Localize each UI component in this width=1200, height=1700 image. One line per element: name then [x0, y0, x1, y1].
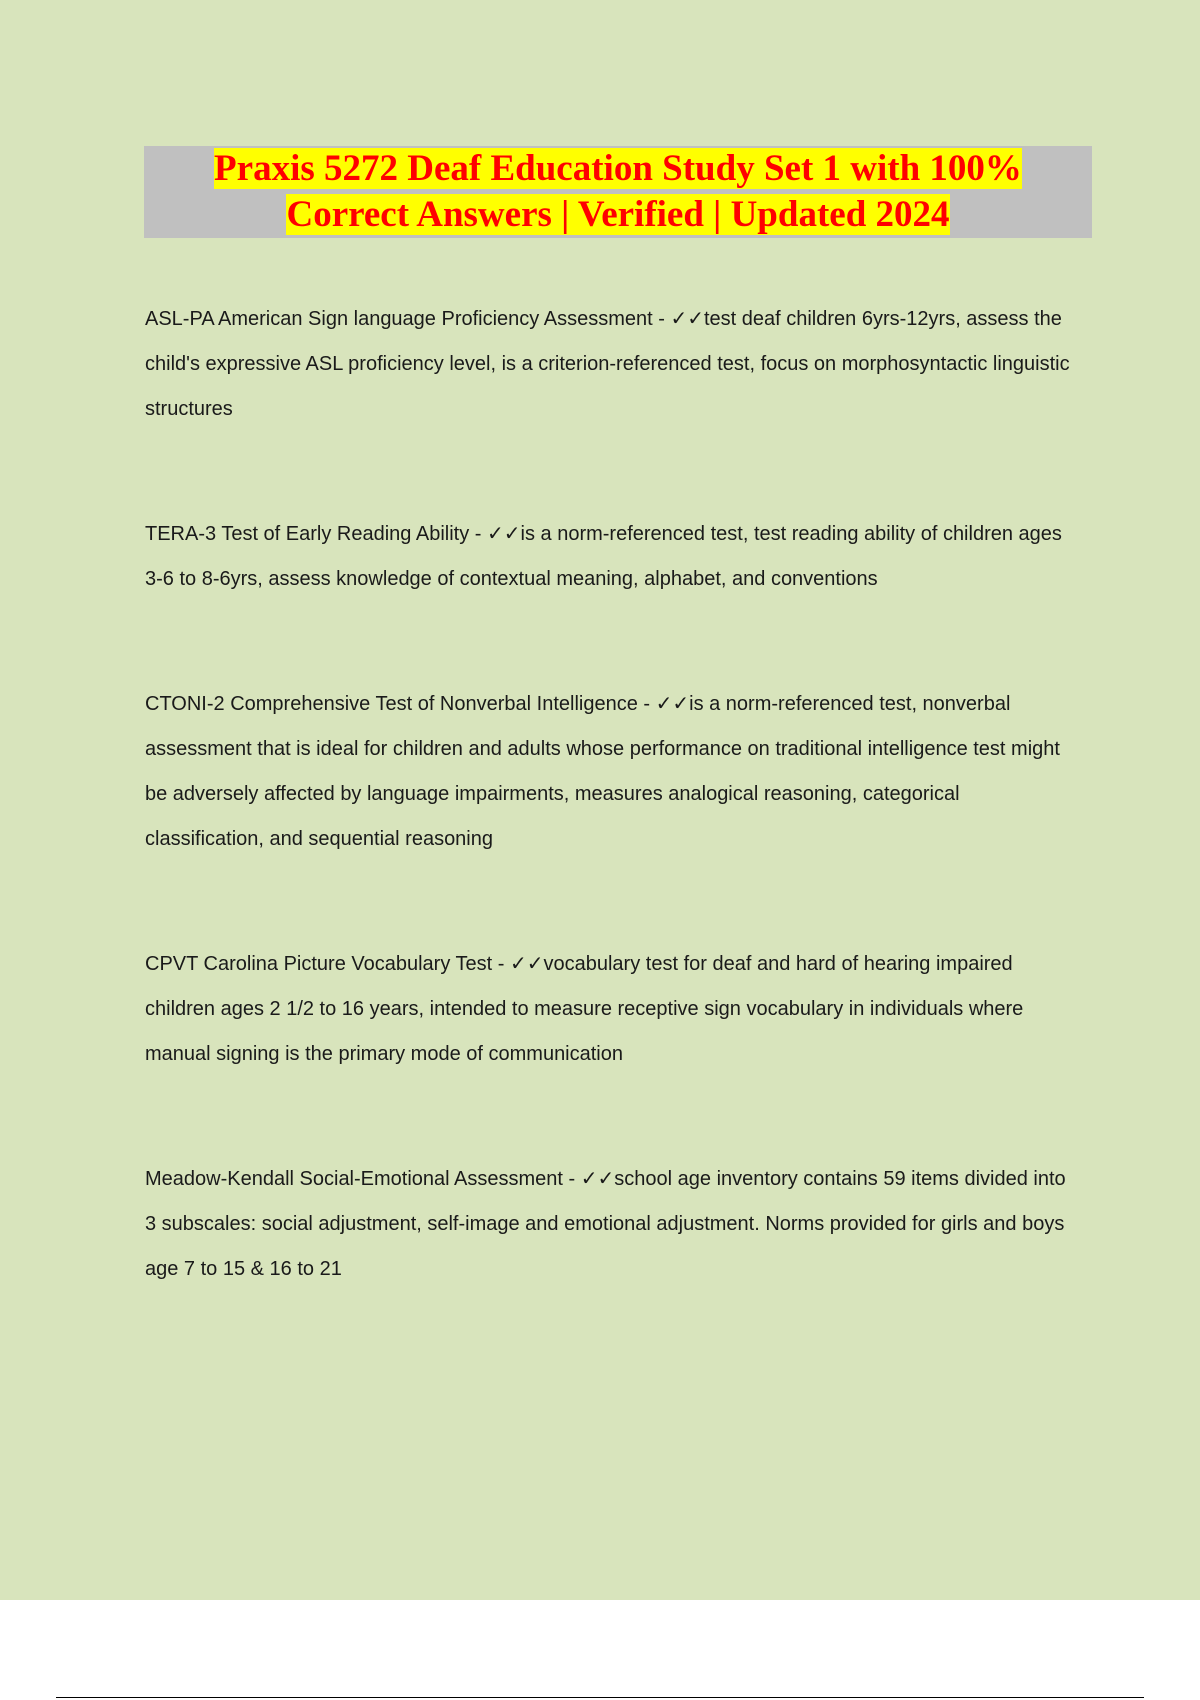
double-check-icon: ✓✓ [655, 691, 690, 715]
entry-term: CPVT Carolina Picture Vocabulary Test - [145, 953, 510, 975]
double-check-icon: ✓✓ [580, 1166, 615, 1190]
study-entry [145, 1156, 1080, 1292]
footer-rule [56, 1697, 1144, 1698]
entry-definition: vocabulary test for deaf and hard of hearing impaired children ages 2 1/2 to 16 years, intended to measure receptive sign vocabulary in individuals where manual signing is the primary mode of communication [145, 953, 1024, 1065]
entry-term: Meadow-Kendall Social-Emotional Assessment - [145, 1168, 581, 1190]
study-entries [145, 296, 1080, 1371]
title-line-2: Correct Answers | Verified | Updated 2024 [286, 194, 950, 235]
entry-term: ASL-PA American Sign language Proficiency Assessment - [145, 308, 671, 330]
study-entry [145, 296, 1080, 432]
study-entry [145, 681, 1080, 862]
entry-definition: test deaf children 6yrs-12yrs, assess the child's expressive ASL proficiency level, is a criterion-referenced test, focus on morphosyntactic linguistic structures [145, 308, 1070, 420]
entry-definition: school age inventory contains 59 items divided into 3 subscales: social adjustment, self-image and emotional adjustment. Norms provided for girls and boys age 7 to 15 & 16 to 21 [145, 1168, 1066, 1280]
double-check-icon: ✓✓ [487, 521, 521, 545]
entry-term: CTONI-2 Comprehensive Test of Nonverbal Intelligence - [145, 693, 656, 715]
study-entry [145, 511, 1080, 602]
title-line-1: Praxis 5272 Deaf Education Study Set 1 with 100% [214, 148, 1022, 189]
double-check-icon: ✓✓ [509, 951, 544, 975]
document-title [144, 146, 1092, 238]
entry-definition: is a norm-referenced test, nonverbal assessment that is ideal for children and adults whose performance on traditional intelligence test might be adversely affected by language impairments, measures analogical reasoning, categorical classification, and sequential reasoning [145, 693, 1060, 850]
double-check-icon: ✓✓ [670, 306, 704, 330]
entry-definition: is a norm-referenced test, test reading ability of children ages 3-6 to 8-6yrs, assess knowledge of contextual meaning, alphabet, and conventions [145, 523, 1062, 590]
study-entry [145, 941, 1080, 1077]
entry-term: TERA-3 Test of Early Reading Ability - [145, 523, 487, 545]
